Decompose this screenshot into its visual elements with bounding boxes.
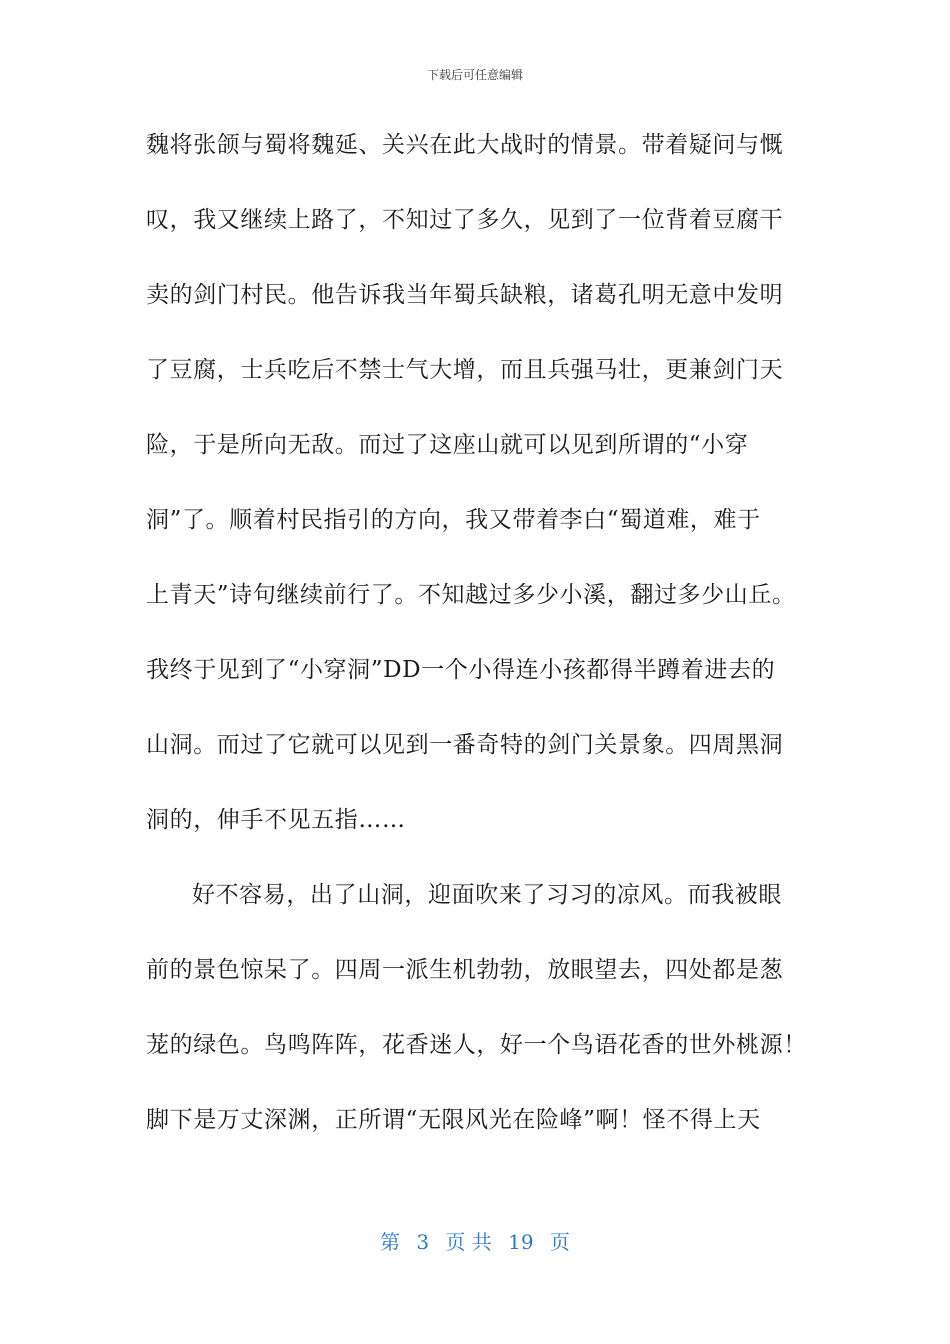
footer-middle: 页 共 <box>445 1230 492 1254</box>
paragraph-2 <box>146 876 826 1176</box>
page-header: 下载后可任意编辑 <box>426 68 523 82</box>
text-line: 洞的，伸手不见五指…… <box>146 807 406 833</box>
text-line: 山洞。而过了它就可以见到一番奇特的剑门关景象。四周黑洞 <box>146 732 784 758</box>
footer-page-number: 3 <box>416 1230 430 1254</box>
footer-total-pages: 19 <box>508 1230 534 1254</box>
text-line: 我终于见到了“小穿洞”DD一个小得连小孩都得半蹲着进去的 <box>146 657 776 683</box>
text-line: 前的景色惊呆了。四周一派生机勃勃，放眼望去，四处都是葱 <box>146 957 784 983</box>
footer-suffix: 页 <box>549 1230 570 1254</box>
text-line: 好不容易，出了山洞，迎面吹来了习习的凉风。而我被眼 <box>192 882 782 908</box>
document-body <box>146 126 826 1176</box>
footer-prefix: 第 <box>380 1230 400 1254</box>
text-line: 了豆腐，士兵吃后不禁士气大增，而且兵强马壮，更兼剑门天 <box>146 357 784 383</box>
paragraph-1 <box>146 126 826 876</box>
text-line: 洞”了。顺着村民指引的方向，我又带着李白“蜀道难，难于 <box>146 507 761 533</box>
text-line: 脚下是万丈深渊，正所谓“无限风光在险峰”啊！怪不得上天 <box>146 1107 761 1133</box>
page-footer <box>0 1226 950 1255</box>
text-line: 卖的剑门村民。他告诉我当年蜀兵缺粮，诸葛孔明无意中发明 <box>146 282 784 308</box>
text-line: 险，于是所向无敌。而过了这座山就可以见到所谓的“小穿 <box>146 432 749 458</box>
text-line: 茏的绿色。鸟鸣阵阵，花香迷人，好一个鸟语花香的世外桃源！ <box>146 1032 807 1058</box>
text-line: 叹，我又继续上路了，不知过了多久，见到了一位背着豆腐干 <box>146 207 784 233</box>
text-line: 上青天”诗句继续前行了。不知越过多少小溪，翻过多少山丘。 <box>146 582 796 608</box>
text-line: 魏将张颌与蜀将魏延、关兴在此大战时的情景。带着疑问与慨 <box>146 132 784 158</box>
